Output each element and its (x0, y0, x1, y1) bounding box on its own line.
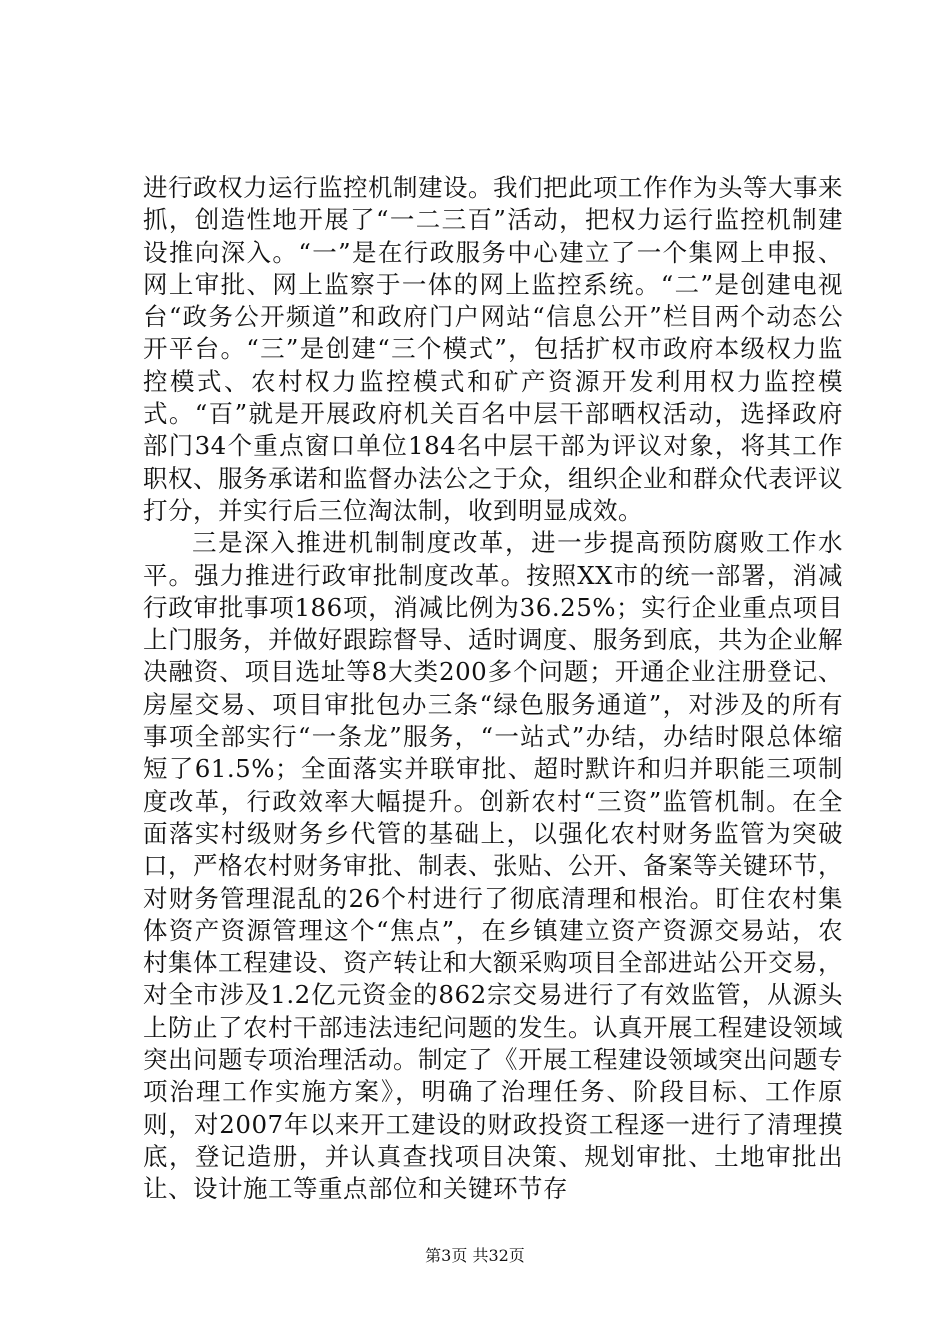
document-body (143, 172, 843, 1206)
page-footer (0, 1243, 950, 1266)
page-number: 第3页 共32页 (425, 1246, 525, 1265)
paragraph-2: 三是深入推进机制制度改革，进一步提高预防腐败工作水平。强力推进行政审批制度改革。按照XX市的统一部署，消减行政审批事项186项，消减比例为36.25%；实行企业重点项目上门服务，并做好跟踪督导、适时调度、服务到底，共为企业解决融资、项目选址等8大类200多个问题；开通企业注册登记、房屋交易、项目审批包办三条“绿色服务通道”，对涉及的所有事项全部实行“一条龙”服务，“一站式”办结，办结时限总体缩短了61.5%；全面落实并联审批、超时默许和归并职能三项制度改革，行政效率大幅提升。创新农村“三资”监管机制。在全面落实村级财务乡代管的基础上，以强化农村财务监管为突破口，严格农村财务审批、制表、张贴、公开、备案等关键环节，对财务管理混乱的26个村进行了彻底清理和根治。盯住农村集体资产资源管理这个“焦点”，在乡镇建立资产资源交易站，农村集体工程建设、资产转让和大额采购项目全部进站公开交易，对全市涉及1.2亿元资金的862宗交易进行了有效监管，从源头上防止了农村干部违法违纪问题的发生。认真开展工程建设领域突出问题专项治理活动。制定了《开展工程建设领域突出问题专项治理工作实施方案》，明确了治理任务、阶段目标、工作原则，对2007年以来开工建设的财政投资工程逐一进行了清理摸底，登记造册，并认真查找项目决策、规划审批、土地审批出让、设计施工等重点部位和关键环节存 (143, 528, 843, 1204)
paragraph-1: 进行政权力运行监控机制建设。我们把此项工作作为头等大事来抓，创造性地开展了“一二三百”活动，把权力运行监控机制建设推向深入。“一”是在行政服务中心建立了一个集网上申报、网上审批、网上监察于一体的网上监控系统。“二”是创建电视台“政务公开频道”和政府门户网站“信息公开”栏目两个动态公开平台。“三”是创建“三个模式”，包括扩权市政府本级权力监控模式、农村权力监控模式和矿产资源开发利用权力监控模式。“百”就是开展政府机关百名中层干部晒权活动，选择政府部门34个重点窗口单位184名中层干部为评议对象，将其工作职权、服务承诺和监督办法公之于众，组织企业和群众代表评议打分，并实行后三位淘汰制，收到明显成效。 (143, 173, 843, 525)
